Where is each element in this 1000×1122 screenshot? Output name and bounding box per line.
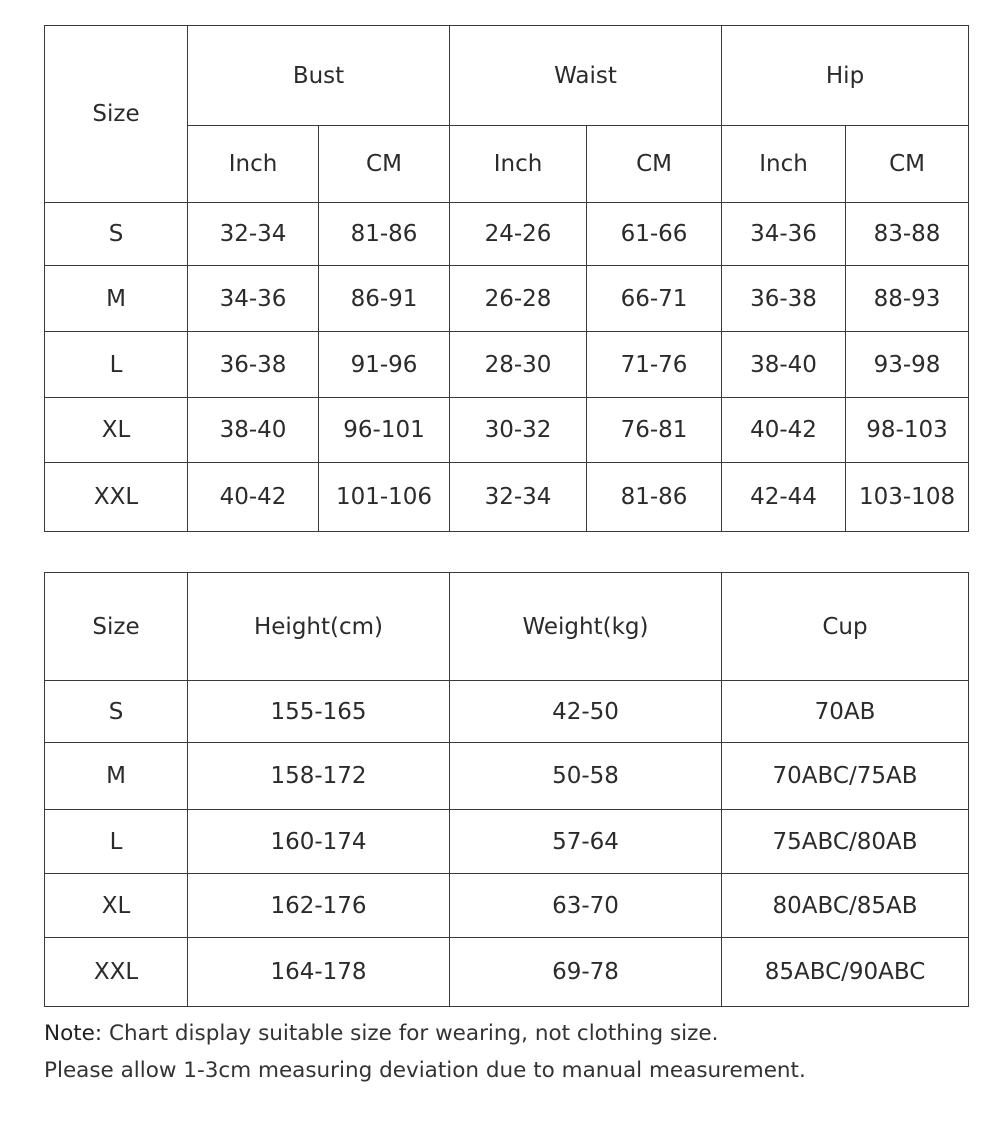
note-line-2: [44, 1058, 806, 1083]
waist-cm-cell: 61-66: [587, 203, 722, 266]
waist-cm-header: CM: [587, 126, 722, 203]
measurement-size-table: [44, 25, 969, 532]
waist-inch-cell: 26-28: [450, 266, 587, 332]
bust-inch-header: Inch: [188, 126, 319, 203]
bust-inch-cell: 32-34: [188, 203, 319, 266]
bust-cm-cell: 101-106: [319, 463, 450, 532]
height-cell: 160-174: [188, 810, 450, 874]
bust-cm-cell: 86-91: [319, 266, 450, 332]
hip-cm-cell: 93-98: [846, 332, 969, 398]
hip-inch-cell: 42-44: [722, 463, 846, 532]
cup-cell: 75ABC/80AB: [722, 810, 969, 874]
size-cell: S: [45, 681, 188, 743]
height-cell: 155-165: [188, 681, 450, 743]
table-row: [45, 332, 969, 398]
note-text-1: Chart display suitable size for wearing, not clothing size.: [108, 1021, 719, 1046]
hip-cm-cell: 88-93: [846, 266, 969, 332]
bust-inch-cell: 36-38: [188, 332, 319, 398]
size-cell: M: [45, 743, 188, 810]
height-cell: 162-176: [188, 874, 450, 938]
table-row: [45, 398, 969, 463]
table-row: [45, 938, 969, 1007]
note-label: Note:: [44, 1021, 103, 1046]
note-text-2: Please allow 1-3cm measuring deviation due to manual measurement.: [44, 1058, 806, 1083]
height-header: Height(cm): [188, 573, 450, 681]
hip-inch-cell: 36-38: [722, 266, 846, 332]
hip-header: Hip: [722, 26, 969, 126]
weight-cell: 50-58: [450, 743, 722, 810]
hip-inch-cell: 38-40: [722, 332, 846, 398]
cup-cell: 80ABC/85AB: [722, 874, 969, 938]
bust-header: Bust: [188, 26, 450, 126]
bust-cm-cell: 81-86: [319, 203, 450, 266]
height-cell: 164-178: [188, 938, 450, 1007]
hip-cm-header: CM: [846, 126, 969, 203]
hip-inch-cell: 40-42: [722, 398, 846, 463]
hip-inch-header: Inch: [722, 126, 846, 203]
waist-header: Waist: [450, 26, 722, 126]
table-row: [45, 203, 969, 266]
size-cell: L: [45, 332, 188, 398]
weight-cell: 63-70: [450, 874, 722, 938]
size-cell: M: [45, 266, 188, 332]
cup-cell: 70ABC/75AB: [722, 743, 969, 810]
weight-cell: 57-64: [450, 810, 722, 874]
hip-cm-cell: 103-108: [846, 463, 969, 532]
bust-cm-header: CM: [319, 126, 450, 203]
waist-inch-cell: 32-34: [450, 463, 587, 532]
bust-inch-cell: 38-40: [188, 398, 319, 463]
body-fit-table: [44, 572, 969, 1007]
table-row: [45, 266, 969, 332]
waist-cm-cell: 76-81: [587, 398, 722, 463]
hip-inch-cell: 34-36: [722, 203, 846, 266]
note-line-1: [44, 1021, 718, 1046]
size-header: Size: [45, 573, 188, 681]
bust-cm-cell: 91-96: [319, 332, 450, 398]
hip-cm-cell: 98-103: [846, 398, 969, 463]
weight-cell: 42-50: [450, 681, 722, 743]
table-row: [45, 874, 969, 938]
size-cell: XXL: [45, 938, 188, 1007]
size-cell: XL: [45, 874, 188, 938]
waist-inch-header: Inch: [450, 126, 587, 203]
waist-inch-cell: 28-30: [450, 332, 587, 398]
waist-inch-cell: 30-32: [450, 398, 587, 463]
cup-header: Cup: [722, 573, 969, 681]
height-cell: 158-172: [188, 743, 450, 810]
bust-cm-cell: 96-101: [319, 398, 450, 463]
waist-inch-cell: 24-26: [450, 203, 587, 266]
table-row: [45, 463, 969, 532]
table-row: [45, 681, 969, 743]
bust-inch-cell: 40-42: [188, 463, 319, 532]
weight-header: Weight(kg): [450, 573, 722, 681]
waist-cm-cell: 71-76: [587, 332, 722, 398]
waist-cm-cell: 66-71: [587, 266, 722, 332]
table-row: [45, 810, 969, 874]
size-cell: XL: [45, 398, 188, 463]
weight-cell: 69-78: [450, 938, 722, 1007]
cup-cell: 70AB: [722, 681, 969, 743]
waist-cm-cell: 81-86: [587, 463, 722, 532]
size-header: Size: [45, 26, 188, 203]
size-cell: L: [45, 810, 188, 874]
table-row: [45, 743, 969, 810]
hip-cm-cell: 83-88: [846, 203, 969, 266]
bust-inch-cell: 34-36: [188, 266, 319, 332]
size-cell: S: [45, 203, 188, 266]
cup-cell: 85ABC/90ABC: [722, 938, 969, 1007]
size-cell: XXL: [45, 463, 188, 532]
